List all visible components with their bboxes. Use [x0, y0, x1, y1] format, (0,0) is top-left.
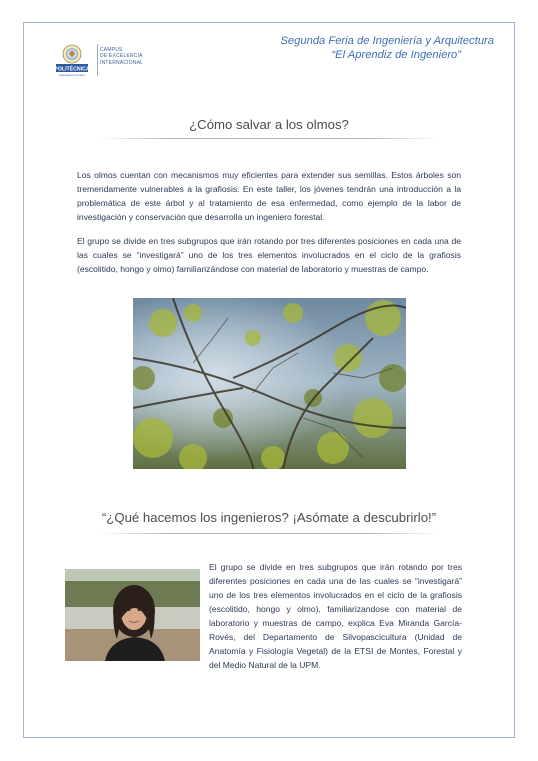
campus-line-1: CAMPUS: [100, 47, 123, 53]
section2-paragraph: El grupo se divide en tres subgrupos que irán rotando por tres diferentes posiciones en cada una de las cuales se “investigará” uno de los tres elementos involucrados en el ciclo de la grafiosis (escolitido, hongo y olmo), familiarizandose con material de laboratorio y muestras de campo, explica Eva Miranda García-Rovés, del Departamento de Silvopascicultura (Unidad de Anatomía y Fisiología Vegetal) de la ETSI de Montes, Forestal y del Medio Natural de la UPM.: [209, 562, 462, 670]
section1-title: ¿Cómo salvar a los olmos?: [189, 117, 349, 132]
section1-paragraph-2: El grupo se divide en tres subgrupos que irán rotando por tres diferentes posiciones en cada una de las cuales se “investigará” uno de los tres elementos involucrados en el ciclo de la grafiosis (escolitido, hongo y olmo) familiarizándose con material de laboratorio y muestras de campo.: [77, 236, 461, 274]
section1-paragraph-1: Los olmos cuentan con mecanismos muy eficientes para extender sus semillas. Estos árboles son tremendamente vulnerables a la grafiosis. En este taller, los jóvenes tendrán una introducción a la problemática de este árbol y al tratamiento de esa enfermedad, como ejemplo de la labor de investigación y conservación que desarrolla un ingeniero forestal.: [77, 170, 461, 222]
section2-rule: [100, 533, 438, 534]
upm-emblem-icon: [54, 42, 90, 78]
event-subtitle: “El Aprendiz de Ingeniero”: [331, 49, 461, 61]
logo-tagline: "Ingeniamos el futuro": [58, 73, 86, 77]
elm-branches-photo: [133, 298, 406, 469]
campus-line-2: DE EXCELENCIA: [100, 53, 143, 60]
upm-logo: [50, 42, 150, 80]
section1-rule: [100, 138, 438, 139]
event-heading: [280, 34, 494, 62]
campus-label: [100, 47, 160, 66]
logo-wordmark: POLITÉCNICA: [54, 66, 90, 73]
researcher-photo: [65, 569, 200, 661]
section2-title: “¿Qué hacemos los ingenieros? ¡Asómate a descubrirlo!”: [101, 510, 437, 525]
campus-line-3: INTERNACIONAL: [100, 59, 144, 66]
event-title: Segunda Feria de Ingeniería y Arquitectura: [280, 35, 494, 47]
logo-divider: [97, 44, 98, 76]
